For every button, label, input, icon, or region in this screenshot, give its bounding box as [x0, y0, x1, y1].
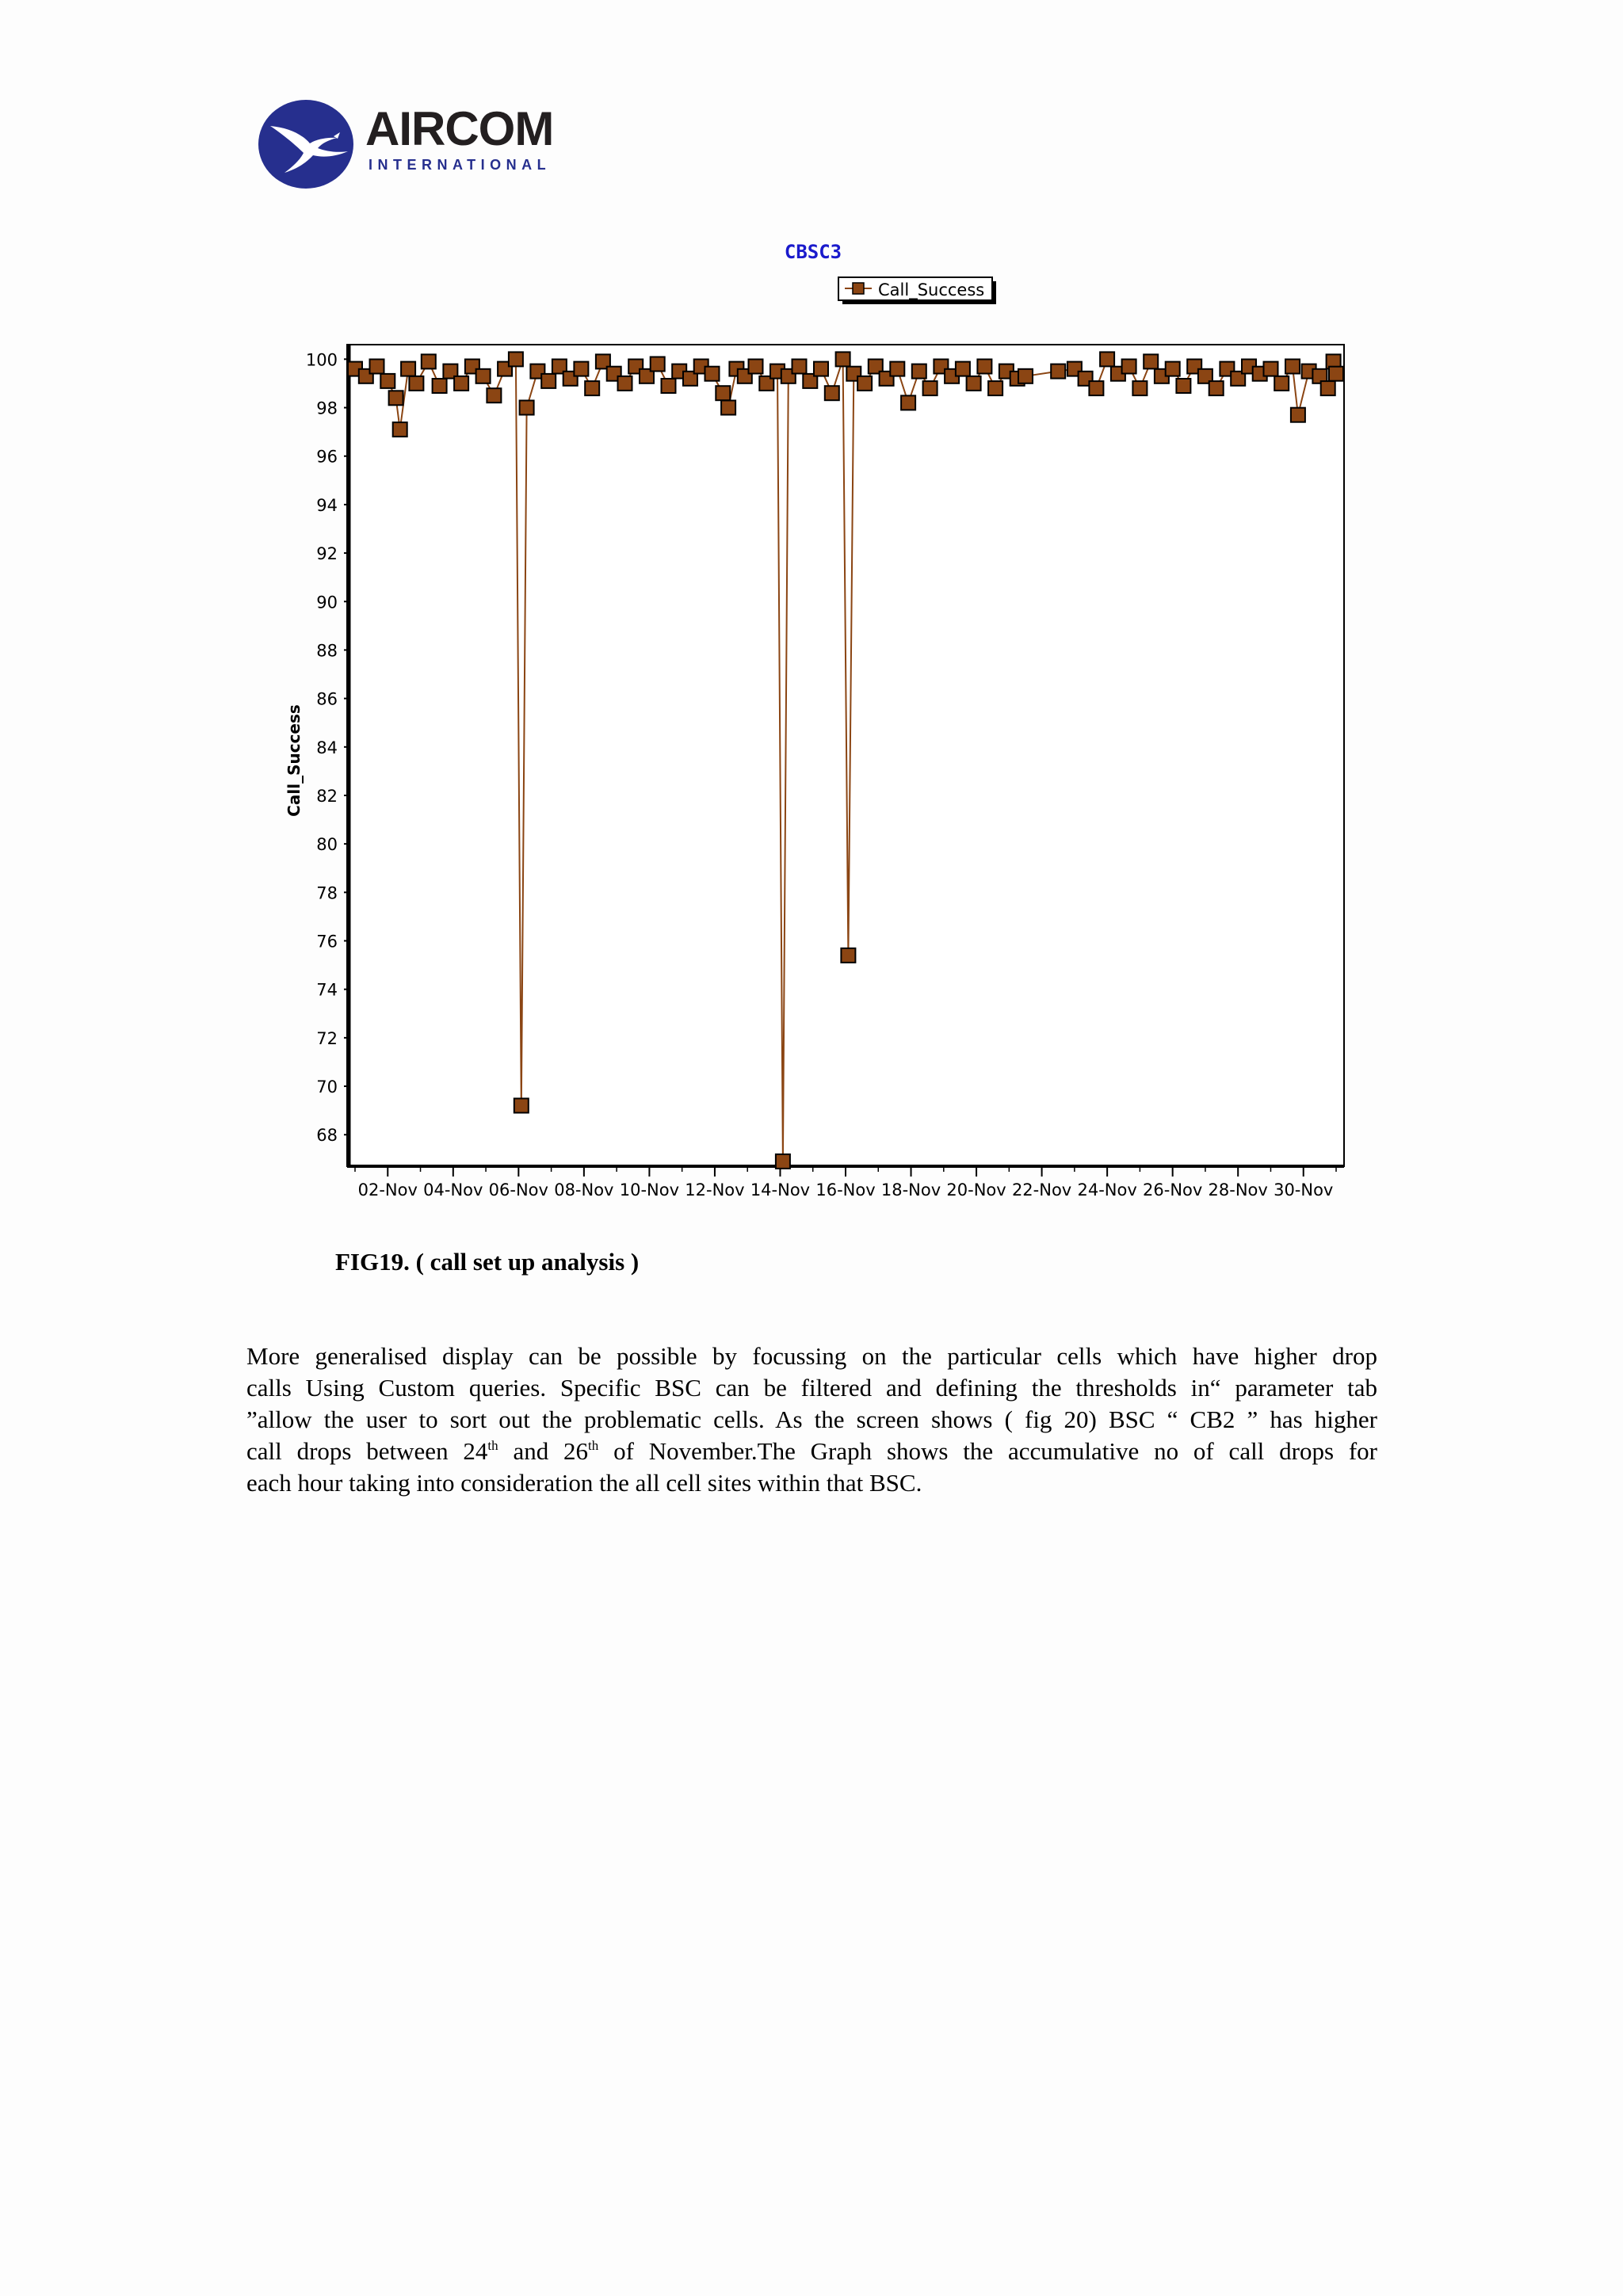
x-tick-label: 12-Nov	[685, 1180, 745, 1199]
y-axis-ticks	[306, 350, 349, 1145]
data-point	[618, 376, 632, 391]
data-point	[857, 376, 872, 391]
data-point	[836, 352, 850, 366]
y-tick-label: 76	[316, 932, 338, 952]
x-tick-label: 22-Nov	[1011, 1180, 1072, 1199]
data-point	[841, 948, 855, 963]
data-point	[912, 364, 926, 379]
y-tick-label: 82	[316, 786, 338, 806]
data-point	[574, 362, 588, 376]
y-tick-label: 88	[316, 641, 338, 661]
data-point	[476, 369, 491, 383]
x-tick-label: 18-Nov	[880, 1180, 941, 1199]
data-point	[1264, 362, 1278, 376]
data-point	[814, 362, 828, 376]
data-point	[776, 1154, 790, 1169]
y-tick-label: 86	[316, 689, 338, 709]
data-point	[1166, 362, 1180, 376]
data-point	[541, 374, 556, 388]
data-point	[1144, 354, 1158, 368]
data-point	[1100, 352, 1114, 366]
x-tick-label: 28-Nov	[1208, 1180, 1268, 1199]
y-tick-label: 72	[316, 1028, 338, 1048]
data-point	[401, 362, 415, 376]
text-run: of November.The Graph shows the accumulative no of call drops for	[598, 1437, 1377, 1465]
bird-emblem-icon	[258, 99, 354, 190]
plot-frame	[347, 345, 1344, 1166]
chart-title: CBSC3	[784, 241, 842, 263]
y-tick-label: 100	[305, 350, 338, 370]
y-tick-label: 74	[316, 980, 338, 1000]
data-point	[1274, 376, 1289, 391]
x-tick-label: 02-Nov	[357, 1180, 418, 1199]
data-point	[422, 354, 436, 368]
data-point	[1291, 408, 1305, 422]
data-point	[389, 391, 403, 405]
text-run: each hour taking into consideration the all cell sites within that BSC.	[246, 1469, 922, 1497]
text-run: call drops between 24	[246, 1437, 488, 1465]
data-point	[487, 388, 501, 402]
x-tick-label: 26-Nov	[1143, 1180, 1203, 1199]
y-tick-label: 78	[316, 883, 338, 903]
data-point	[988, 381, 1002, 395]
data-point	[721, 401, 735, 415]
data-point	[956, 362, 970, 376]
data-point	[1176, 379, 1190, 393]
text-run: More generalised display can be possible by focussing on the particular cells which have higher drop	[246, 1342, 1377, 1370]
legend-marker	[853, 283, 864, 294]
data-point	[520, 401, 534, 415]
x-axis-ticks	[355, 1166, 1336, 1199]
y-axis-label: Call_Success	[285, 704, 304, 817]
chart-area	[269, 234, 1355, 1216]
data-point	[749, 360, 763, 374]
paragraph-line	[246, 1404, 1377, 1436]
y-tick-label: 70	[316, 1077, 338, 1097]
data-point	[662, 379, 676, 393]
ordinal-suffix: th	[487, 1438, 498, 1453]
y-tick-label: 94	[316, 495, 338, 515]
data-point	[1321, 381, 1335, 395]
logo-subtitle: INTERNATIONAL	[369, 157, 552, 173]
y-tick-label: 68	[316, 1126, 338, 1146]
data-point	[433, 379, 447, 393]
y-tick-label: 84	[316, 738, 338, 757]
data-point	[1285, 360, 1300, 374]
logo-name: AIRCOM	[365, 102, 554, 155]
data-point	[792, 360, 807, 374]
data-point	[890, 362, 904, 376]
y-tick-label: 92	[316, 544, 338, 564]
x-tick-label: 24-Nov	[1077, 1180, 1137, 1199]
x-tick-label: 06-Nov	[488, 1180, 548, 1199]
figure-caption: FIG19. ( call set up analysis )	[335, 1248, 640, 1276]
data-point	[1122, 360, 1136, 374]
ordinal-suffix: th	[588, 1438, 599, 1453]
paragraph-line	[246, 1467, 1377, 1499]
data-point	[509, 352, 523, 366]
data-point	[585, 381, 599, 395]
data-point	[1089, 381, 1103, 395]
text-run: calls Using Custom queries. Specific BSC can be filtered and defining the thresholds in“ parameter tab	[246, 1374, 1377, 1402]
chart-legend	[838, 277, 996, 304]
data-point	[716, 386, 730, 400]
data-point	[393, 422, 407, 437]
data-point	[705, 367, 720, 381]
x-tick-label: 14-Nov	[750, 1180, 811, 1199]
x-tick-label: 30-Nov	[1274, 1180, 1334, 1199]
data-point	[514, 1099, 529, 1113]
paragraph-line	[246, 1341, 1377, 1372]
text-run: and 26	[498, 1437, 589, 1465]
data-point	[370, 360, 384, 374]
x-tick-label: 04-Nov	[423, 1180, 483, 1199]
y-tick-label: 96	[316, 447, 338, 467]
aircom-logo	[258, 99, 590, 190]
paragraph-line	[246, 1372, 1377, 1404]
y-tick-label: 80	[316, 835, 338, 855]
data-point	[409, 376, 423, 391]
data-point	[1132, 381, 1147, 395]
data-point	[1051, 364, 1065, 379]
body-paragraph	[246, 1341, 1377, 1499]
data-point	[380, 374, 395, 388]
data-point	[1329, 367, 1343, 381]
data-point	[825, 386, 839, 400]
data-point	[454, 376, 468, 391]
data-point	[977, 360, 991, 374]
x-tick-label: 08-Nov	[554, 1180, 614, 1199]
data-point	[651, 357, 665, 372]
data-point	[923, 381, 938, 395]
x-tick-label: 20-Nov	[946, 1180, 1006, 1199]
text-run: ”allow the user to sort out the problematic cells. As the screen shows ( fig 20) BSC “ CB2 ” has higher	[246, 1405, 1377, 1433]
legend-label: Call_Success	[878, 280, 985, 299]
paragraph-line	[246, 1436, 1377, 1467]
x-tick-label: 10-Nov	[619, 1180, 680, 1199]
y-tick-label: 98	[316, 399, 338, 418]
y-tick-label: 90	[316, 593, 338, 612]
data-point	[1209, 381, 1224, 395]
data-point	[1018, 369, 1033, 383]
call-success-chart	[269, 234, 1355, 1216]
x-tick-label: 16-Nov	[815, 1180, 876, 1199]
data-point	[967, 376, 981, 391]
data-point	[901, 395, 915, 410]
